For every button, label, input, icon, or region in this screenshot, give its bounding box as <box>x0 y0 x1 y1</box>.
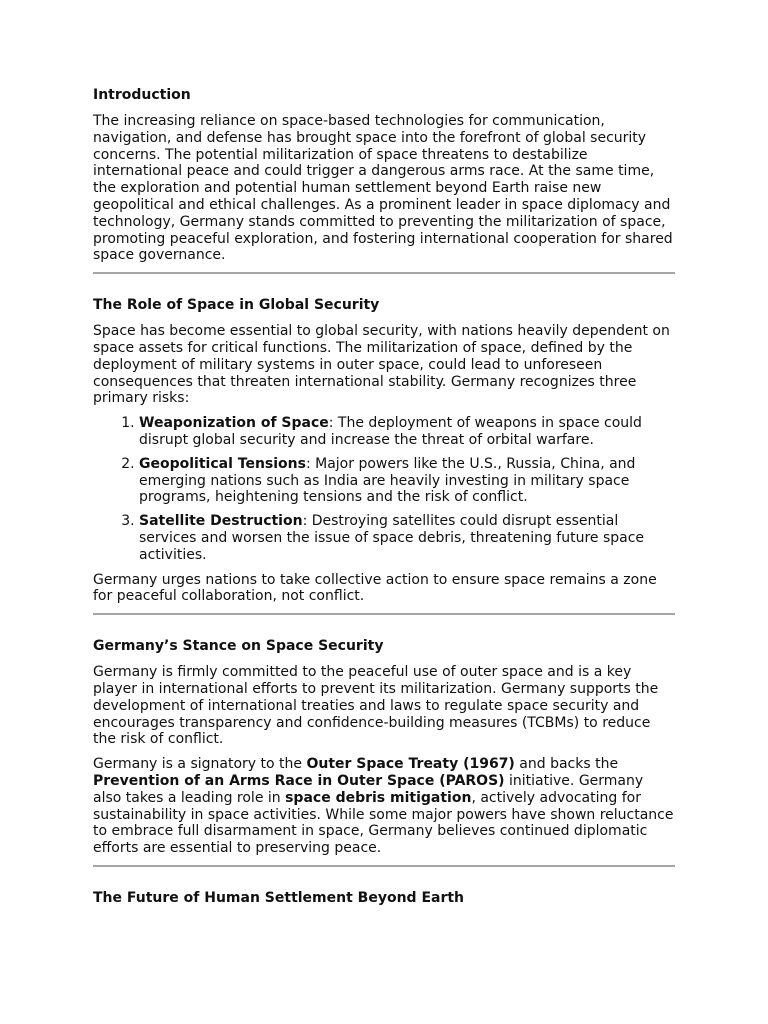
risks-list <box>93 415 675 563</box>
risk-text: : The deployment of weapons in space could disrupt global security and increase the threat of orbital warfare. <box>139 415 642 448</box>
section-divider <box>93 613 675 615</box>
bold-term: Outer Space Treaty (1967) <box>306 756 515 773</box>
section-divider <box>93 272 675 274</box>
section-introduction <box>93 86 675 264</box>
risk-title: Satellite Destruction <box>139 513 303 530</box>
document-page <box>93 86 675 916</box>
bold-term: Prevention of an Arms Race in Outer Space (PAROS) <box>93 772 505 789</box>
section-divider <box>93 865 675 867</box>
risk-title: Weaponization of Space <box>139 415 329 432</box>
text-run: and backs the <box>514 756 619 773</box>
paragraph: Space has become essential to global security, with nations heavily dependent on space assets for critical functions. The militarization of space, defined by the deployment of military systems in outer space, could lead to unforeseen consequences that threaten international stability. Germany recognizes three primary risks: <box>93 323 670 407</box>
section-heading: The Role of Space in Global Security <box>93 297 380 314</box>
paragraph <box>93 756 675 857</box>
section-heading: Germany’s Stance on Space Security <box>93 638 384 655</box>
list-item <box>139 513 675 563</box>
section-germany-stance <box>93 637 675 857</box>
risk-title: Geopolitical Tensions <box>139 455 306 472</box>
risk-text: : Major powers like the U.S., Russia, China, and emerging nations such as India are heavily investing in military space programs, heightening tensions and the risk of conflict. <box>139 455 636 506</box>
section-heading: Introduction <box>93 87 191 103</box>
text-run: initiative. Germany also takes a leading role in <box>93 772 644 806</box>
paragraph: Germany is firmly committed to the peaceful use of outer space and is a key player in international efforts to prevent its militarization. Germany supports the development of international treaties and laws to regulate space security and encourages transparency and confidence-building measures (TCBMs) to reduce the risk of conflict. <box>93 664 659 748</box>
text-run: , actively advocating for sustainability in space activities. While some major powers have shown reluctance to embrace full disarmament in space, Germany believes continued diplomatic efforts are essential to preserving peace. <box>93 789 674 857</box>
section-human-settlement <box>93 889 675 907</box>
text-run: Germany is a signatory to the <box>93 756 307 773</box>
paragraph: The increasing reliance on space-based technologies for communication, navigation, and defense has brought space into the forefront of global security concerns. The potential militarization of space threatens to destabilize international peace and could trigger a dangerous arms race. At the same time, the exploration and potential human settlement beyond Earth raise new geopolitical and ethical challenges. As a prominent leader in space diplomacy and technology, Germany stands committed to preventing the militarization of space, promoting peaceful exploration, and fostering international cooperation for shared space governance. <box>93 113 673 264</box>
list-item <box>139 456 675 506</box>
paragraph: Germany urges nations to take collective action to ensure space remains a zone for peaceful collaboration, not conflict. <box>93 571 657 605</box>
section-role-of-space <box>93 296 675 605</box>
bold-term: space debris mitigation <box>285 789 472 806</box>
section-heading: The Future of Human Settlement Beyond Earth <box>93 889 465 906</box>
list-item <box>139 415 675 449</box>
risk-text: : Destroying satellites could disrupt essential services and worsen the issue of space debris, threatening future space activities. <box>139 513 645 563</box>
